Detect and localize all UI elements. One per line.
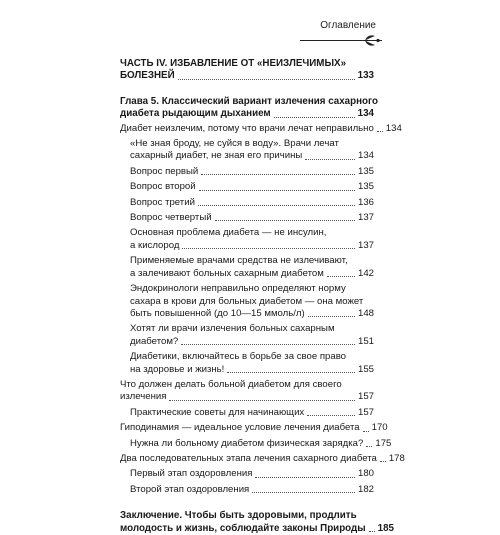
dot-leader xyxy=(252,491,355,493)
toc-entry xyxy=(120,122,402,135)
page-number: 185 xyxy=(377,522,394,534)
toc-entry xyxy=(120,422,388,434)
dot-leader xyxy=(178,78,355,80)
toc-line: Хотят ли врачи излечения больных сахарным xyxy=(130,323,335,335)
page-number: 175 xyxy=(375,437,392,449)
page-number: 135 xyxy=(357,181,374,193)
toc-line: Применяемые врачами средства не излечивают, xyxy=(130,255,348,267)
toc-line: Гиподинамия — идеальное условие лечения диабета xyxy=(120,422,360,434)
toc-line: БОЛЕЗНЕЙ xyxy=(120,70,175,82)
toc-entry xyxy=(120,351,374,376)
page-number: 182 xyxy=(357,483,374,495)
dot-leader xyxy=(227,371,355,373)
toc-entry xyxy=(120,212,374,224)
toc-line: диабета рыдающим дыханием xyxy=(120,108,271,120)
dot-leader xyxy=(215,219,355,221)
toc-line: Практические советы для начинающих xyxy=(130,406,305,418)
page-number: 136 xyxy=(357,196,374,208)
dot-leader xyxy=(363,430,369,432)
toc-line: Нужна ли больному диабетом физическая зарядка? xyxy=(130,437,364,449)
page-number: 148 xyxy=(357,307,374,319)
page-number: 137 xyxy=(357,212,374,224)
toc-line: Что должен делать больной диабетом для своего xyxy=(120,378,342,390)
toc-line: Диабет неизлечим, потому что врачи лечат неправильно xyxy=(120,122,374,134)
page-number: 151 xyxy=(357,335,374,347)
toc-line: на здоровье и жизнь! xyxy=(130,363,225,375)
toc-line: молодость и жизнь, соблюдайте законы Природы xyxy=(120,522,366,534)
table-of-contents xyxy=(120,58,405,535)
leaf-ornament-icon xyxy=(362,34,382,48)
toc-entry xyxy=(120,407,374,419)
toc-entries xyxy=(120,122,405,497)
dot-leader xyxy=(366,445,372,447)
toc-line: диабетом? xyxy=(130,335,179,347)
toc-entry xyxy=(120,437,392,450)
toc-entry xyxy=(120,452,405,465)
toc-line: Два последовательных этапа лечения сахарного диабета xyxy=(120,452,377,464)
toc-entry xyxy=(120,484,374,496)
toc-line: Первый этап оздоровления xyxy=(130,468,253,480)
dot-leader xyxy=(182,247,355,249)
page-number: 134 xyxy=(357,150,374,162)
toc-line: Диабетики, включайтесь в борьбе за свое право xyxy=(130,351,347,363)
dot-leader xyxy=(377,130,383,132)
toc-line: а залечивают больных сахарным диабетом xyxy=(130,267,324,279)
header-rule xyxy=(300,40,362,41)
page-number: 170 xyxy=(371,422,388,434)
dot-leader xyxy=(255,476,355,478)
running-head: Оглавление xyxy=(320,20,376,31)
toc-line: сахара в крови для больных диабетом — она может xyxy=(130,295,364,307)
page-number: 157 xyxy=(357,391,374,403)
dot-leader xyxy=(305,158,355,160)
page-number: 155 xyxy=(357,363,374,375)
dot-leader xyxy=(380,460,386,462)
toc-line: Глава 5. Классический вариант излечения сахарного xyxy=(120,95,378,107)
toc-entry xyxy=(120,255,374,280)
page-number: 134 xyxy=(385,122,402,134)
page-number: 180 xyxy=(357,468,374,480)
toc-line: Эндокринологи неправильно определяют норму xyxy=(130,283,346,295)
toc-line: Второй этап оздоровления xyxy=(130,483,250,495)
dot-leader xyxy=(169,399,355,401)
page-number: 157 xyxy=(357,406,374,418)
dot-leader xyxy=(198,204,355,206)
toc-line: Вопрос четвертый xyxy=(130,212,212,224)
toc-line: быть повышенной (до 10—15 ммоль/л) xyxy=(130,307,305,319)
page-number: 178 xyxy=(388,452,405,464)
toc-entry xyxy=(120,283,374,320)
toc-line: излечения xyxy=(120,391,167,403)
dot-leader xyxy=(308,315,355,317)
dot-leader xyxy=(199,189,355,191)
toc-entry xyxy=(120,323,374,348)
page-number: 142 xyxy=(357,267,374,279)
page-number: 134 xyxy=(357,108,374,120)
toc-line: Основная проблема диабета — не инсулин, xyxy=(130,227,327,239)
toc-line: а кислород xyxy=(130,239,180,251)
toc-line: Заключение. Чтобы быть здоровыми, продлить xyxy=(120,510,357,522)
toc-line: «Не зная броду, не суйся в воду». Врачи лечат xyxy=(130,138,339,150)
toc-entry xyxy=(120,227,374,252)
dot-leader xyxy=(274,116,355,118)
dot-leader xyxy=(327,275,355,277)
toc-conclusion xyxy=(120,510,394,535)
toc-line: Вопрос третий xyxy=(130,196,195,208)
toc-line: сахарный диабет, не зная его причины xyxy=(130,150,303,162)
dot-leader xyxy=(201,173,355,175)
toc-chapter xyxy=(120,95,378,121)
toc-line: Вопрос первый xyxy=(130,165,199,177)
toc-part xyxy=(120,58,374,83)
page-number: 133 xyxy=(357,70,374,82)
page-number: 137 xyxy=(357,239,374,251)
toc-entry xyxy=(120,197,374,209)
toc-entry xyxy=(120,181,374,193)
dot-leader xyxy=(369,530,375,532)
toc-line: Вопрос второй xyxy=(130,181,196,193)
toc-entry xyxy=(120,468,374,480)
page-number: 135 xyxy=(357,165,374,177)
toc-entry xyxy=(120,166,374,178)
toc-entry xyxy=(120,138,374,163)
dot-leader xyxy=(181,343,355,345)
toc-line: ЧАСТЬ IV. ИЗБАВЛЕНИЕ ОТ «НЕИЗЛЕЧИМЫХ» xyxy=(120,58,347,69)
dot-leader xyxy=(307,414,355,416)
toc-entry xyxy=(120,379,374,404)
